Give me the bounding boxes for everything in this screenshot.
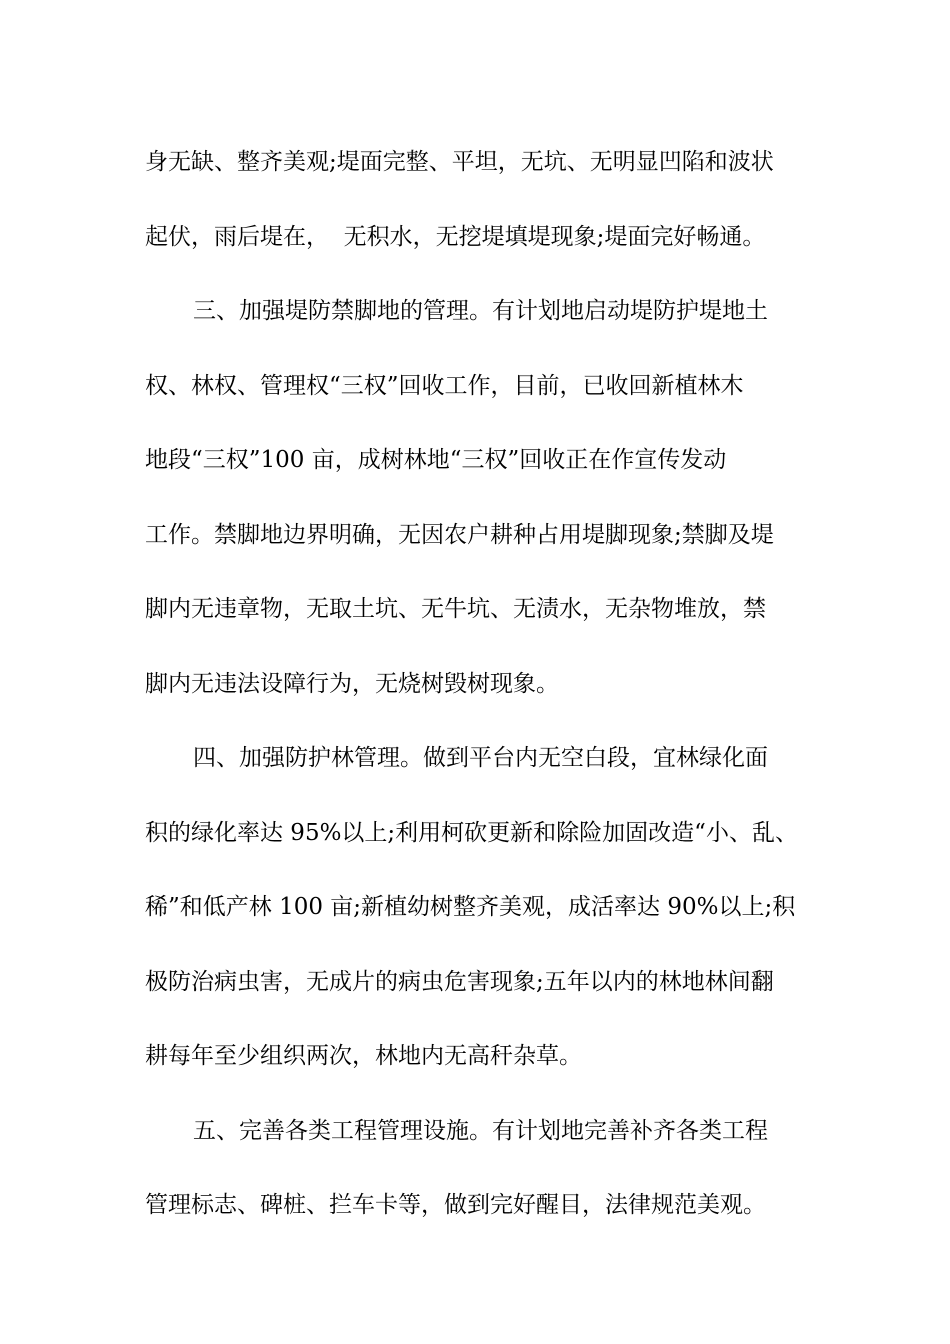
text-line: 管理标志、碑桩、拦车卡等，做到完好醒目，法律规范美观。 <box>145 1192 766 1218</box>
text-line: 稀”和低产林 100 亩;新植幼树整齐美观，成活率达 90%以上;积 <box>145 894 796 920</box>
text-line: 脚内无违法设障行为，无烧树毁树现象。 <box>145 670 559 697</box>
text-line: 地段“三权”100 亩，成树林地“三权”回收正在作宣传发动 <box>145 447 727 473</box>
text-line: 身无缺、整齐美观;堤面完整、平坦，无坑、无明显凹陷和波状 <box>145 149 774 175</box>
text-line: 起伏，雨后堤在， 无积水，无挖堤填堤现象;堤面完好畅通。 <box>145 223 766 250</box>
section-heading-line: 五、完善各类工程管理设施。有计划地完善补齐各类工程 <box>193 1117 768 1144</box>
section-heading-line: 四、加强防护林管理。做到平台内无空白段，宜林绿化面 <box>193 745 768 771</box>
text-line: 工作。禁脚地边界明确，无因农户耕种占用堤脚现象;禁脚及堤 <box>145 521 774 548</box>
text-line: 耕每年至少组织两次，林地内无高秆杂草。 <box>145 1043 582 1069</box>
text-line: 权、林权、管理权“三权”回收工作，目前，已收回新植林木 <box>145 372 744 399</box>
section-heading-line: 三、加强堤防禁脚地的管理。有计划地启动堤防护堤地土 <box>193 298 768 324</box>
text-line: 脚内无违章物，无取土坑、无牛坑、无渍水，无杂物堆放，禁 <box>145 596 766 622</box>
text-line: 积的绿化率达 95%以上;利用柯砍更新和除险加固改造“小、乱、 <box>145 819 798 846</box>
text-line: 极防治病虫害，无成片的病虫危害现象;五年以内的林地林间翻 <box>145 968 774 995</box>
body-text <box>145 125 845 1243</box>
